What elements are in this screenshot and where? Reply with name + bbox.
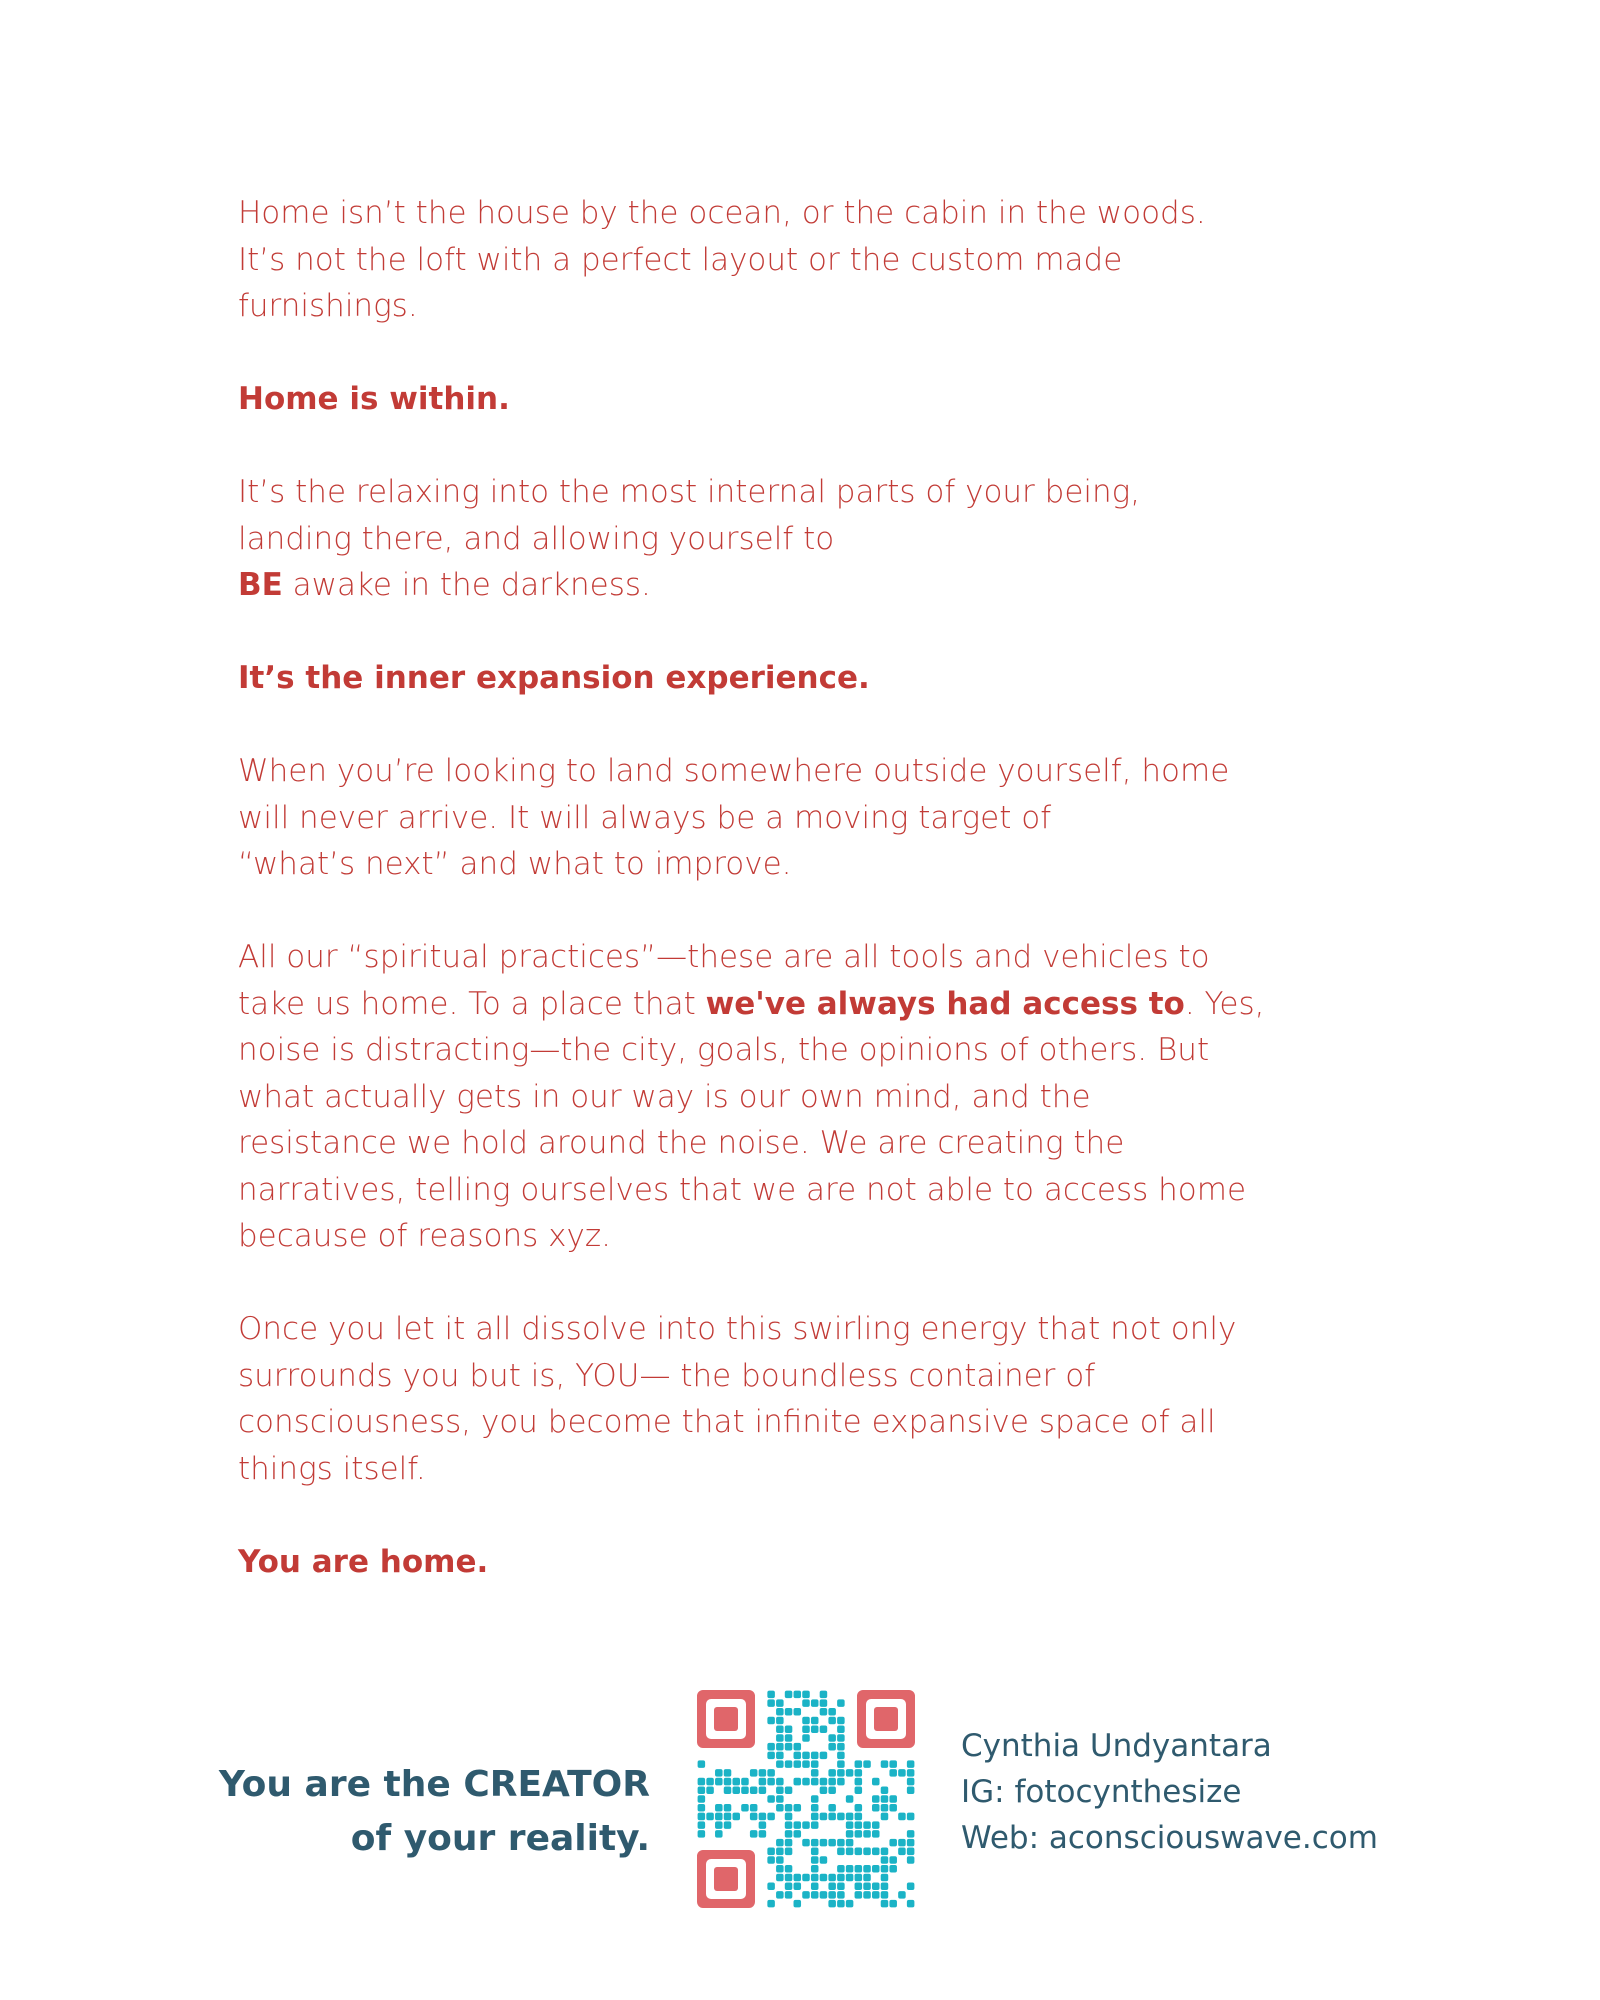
qr-module <box>837 1752 845 1760</box>
qr-module <box>724 1804 732 1812</box>
qr-module <box>776 1848 784 1856</box>
qr-module <box>794 1882 802 1890</box>
qr-module <box>776 1778 784 1786</box>
qr-module <box>863 1848 871 1856</box>
qr-module <box>828 1734 836 1742</box>
qr-module <box>828 1743 836 1751</box>
text-line: what actually gets in our way is our own mind, and the <box>238 1078 1091 1115</box>
qr-module <box>837 1778 845 1786</box>
qr-module <box>776 1891 784 1899</box>
qr-module <box>863 1874 871 1882</box>
qr-module <box>802 1734 810 1742</box>
paragraph-spiritual-practices <box>238 934 1418 1260</box>
qr-module <box>837 1882 845 1890</box>
qr-module <box>811 1882 819 1890</box>
qr-module <box>750 1787 758 1795</box>
qr-module <box>846 1813 854 1821</box>
qr-module <box>750 1830 758 1838</box>
qr-module <box>846 1900 854 1908</box>
qr-module <box>881 1787 889 1795</box>
qr-module <box>872 1830 880 1838</box>
qr-module <box>785 1708 793 1716</box>
qr-module <box>802 1778 810 1786</box>
qr-module <box>785 1760 793 1768</box>
qr-module <box>872 1804 880 1812</box>
text-line: All our “spiritual practices”—these are all tools and vehicles to <box>238 939 1210 975</box>
text-line: narratives, telling ourselves that we are not able to access home <box>238 1171 1247 1208</box>
qr-module <box>811 1821 819 1829</box>
qr-module <box>732 1787 740 1795</box>
qr-module <box>785 1882 793 1890</box>
qr-module <box>794 1778 802 1786</box>
qr-module <box>785 1874 793 1882</box>
text-line: things itself. <box>238 1450 426 1487</box>
qr-module <box>776 1856 784 1864</box>
qr-module <box>907 1839 915 1847</box>
qr-module <box>802 1839 810 1847</box>
qr-module <box>794 1900 802 1908</box>
qr-module <box>846 1865 854 1873</box>
qr-module <box>837 1699 845 1707</box>
qr-module <box>776 1874 784 1882</box>
qr-module <box>776 1708 784 1716</box>
qr-module <box>785 1725 793 1733</box>
text-segment: take us home. To a place that <box>238 985 706 1022</box>
qr-module <box>715 1813 723 1821</box>
qr-module <box>715 1830 723 1838</box>
qr-module <box>802 1874 810 1882</box>
text-segment: . Yes, <box>1184 985 1265 1022</box>
qr-module <box>828 1717 836 1725</box>
qr-module <box>706 1778 714 1786</box>
qr-module <box>863 1821 871 1829</box>
text-line: When you’re looking to land somewhere outside yourself, home <box>238 753 1230 789</box>
qr-code-icon[interactable] <box>697 1690 915 1908</box>
qr-module <box>828 1874 836 1882</box>
qr-module <box>855 1848 863 1856</box>
qr-module <box>837 1769 845 1777</box>
contact-instagram[interactable]: IG: fotocynthesize <box>961 1774 1242 1810</box>
qr-module <box>872 1891 880 1899</box>
qr-module <box>715 1804 723 1812</box>
qr-module <box>820 1725 828 1733</box>
qr-module <box>715 1769 723 1777</box>
qr-module <box>785 1813 793 1821</box>
qr-module <box>855 1813 863 1821</box>
qr-module <box>759 1787 767 1795</box>
qr-module <box>898 1839 906 1847</box>
qr-module <box>698 1813 706 1821</box>
qr-module <box>837 1743 845 1751</box>
qr-module <box>837 1848 845 1856</box>
qr-module <box>881 1813 889 1821</box>
qr-module <box>776 1699 784 1707</box>
qr-module <box>776 1839 784 1847</box>
qr-module <box>767 1795 775 1803</box>
text-line: will never arrive. It will always be a moving target of <box>238 799 1052 836</box>
qr-module <box>828 1900 836 1908</box>
qr-module <box>776 1743 784 1751</box>
text-line: consciousness, you become that infinite expansive space of all <box>238 1404 1216 1440</box>
qr-module <box>767 1743 775 1751</box>
qr-module <box>794 1760 802 1768</box>
qr-module <box>820 1752 828 1760</box>
qr-module <box>759 1821 767 1829</box>
article-body <box>238 190 1418 1585</box>
qr-module <box>785 1743 793 1751</box>
text-line: It’s not the loft with a perfect layout or the custom made <box>238 241 1123 278</box>
text-line <box>238 981 1418 1028</box>
text-line: because of reasons xyz. <box>238 1218 611 1254</box>
qr-module <box>767 1882 775 1890</box>
qr-module <box>767 1900 775 1908</box>
qr-module <box>767 1856 775 1864</box>
paragraph-relaxing <box>238 469 1418 609</box>
qr-module <box>724 1813 732 1821</box>
qr-module <box>776 1865 784 1873</box>
qr-module <box>872 1848 880 1856</box>
qr-module <box>759 1778 767 1786</box>
qr-module <box>889 1839 897 1847</box>
qr-module <box>837 1717 845 1725</box>
text-line: Once you let it all dissolve into this swirling energy that not only <box>238 1311 1237 1347</box>
qr-module <box>855 1787 863 1795</box>
qr-module <box>846 1830 854 1838</box>
qr-module <box>889 1900 897 1908</box>
qr-module <box>706 1787 714 1795</box>
heading-you-are-home: You are home. <box>238 1543 489 1580</box>
qr-module <box>907 1787 915 1795</box>
qr-module <box>811 1813 819 1821</box>
qr-module <box>776 1760 784 1768</box>
qr-module <box>855 1865 863 1873</box>
qr-module <box>828 1769 836 1777</box>
qr-module <box>820 1813 828 1821</box>
qr-module <box>828 1778 836 1786</box>
qr-module <box>767 1769 775 1777</box>
qr-module <box>872 1865 880 1873</box>
qr-module <box>872 1882 880 1890</box>
qr-module <box>855 1760 863 1768</box>
qr-module <box>881 1795 889 1803</box>
qr-module <box>698 1795 706 1803</box>
qr-module <box>863 1882 871 1890</box>
qr-module <box>811 1752 819 1760</box>
qr-module <box>828 1891 836 1899</box>
qr-module <box>855 1874 863 1882</box>
tagline-line: You are the CREATOR <box>218 1764 650 1805</box>
qr-module <box>785 1691 793 1699</box>
qr-module <box>802 1725 810 1733</box>
qr-module <box>855 1778 863 1786</box>
qr-module <box>724 1787 732 1795</box>
access-emphasis: we've always had access to <box>705 985 1185 1022</box>
qr-module <box>698 1778 706 1786</box>
qr-module <box>828 1882 836 1890</box>
qr-module <box>820 1839 828 1847</box>
paragraph-dissolve <box>238 1306 1418 1492</box>
qr-module <box>785 1787 793 1795</box>
contact-info <box>961 1723 1378 1861</box>
qr-module <box>811 1725 819 1733</box>
qr-module <box>794 1874 802 1882</box>
qr-module <box>837 1839 845 1847</box>
qr-module <box>889 1769 897 1777</box>
qr-module <box>898 1813 906 1821</box>
qr-module <box>759 1830 767 1838</box>
qr-module <box>698 1787 706 1795</box>
qr-module <box>811 1848 819 1856</box>
qr-module <box>837 1865 845 1873</box>
qr-module <box>759 1813 767 1821</box>
qr-module <box>837 1900 845 1908</box>
qr-module <box>863 1891 871 1899</box>
qr-module <box>802 1699 810 1707</box>
qr-module <box>776 1734 784 1742</box>
qr-module <box>802 1821 810 1829</box>
qr-module <box>828 1787 836 1795</box>
qr-module <box>828 1839 836 1847</box>
qr-module <box>776 1752 784 1760</box>
qr-module <box>741 1787 749 1795</box>
qr-module <box>837 1725 845 1733</box>
qr-module <box>872 1778 880 1786</box>
qr-module <box>855 1891 863 1899</box>
qr-module <box>820 1691 828 1699</box>
text-line: Home isn’t the house by the ocean, or the cabin in the woods. <box>238 195 1206 231</box>
qr-module <box>811 1839 819 1847</box>
text-line: furnishings. <box>238 288 418 324</box>
qr-module <box>785 1804 793 1812</box>
qr-module <box>846 1848 854 1856</box>
qr-module <box>855 1821 863 1829</box>
qr-module <box>889 1856 897 1864</box>
qr-module <box>802 1752 810 1760</box>
qr-module <box>802 1760 810 1768</box>
qr-module <box>855 1804 863 1812</box>
qr-module <box>794 1752 802 1760</box>
qr-module <box>898 1891 906 1899</box>
heading-home-within: Home is within. <box>238 381 510 417</box>
qr-module <box>837 1734 845 1742</box>
qr-module <box>785 1734 793 1742</box>
qr-module <box>889 1795 897 1803</box>
qr-module <box>855 1830 863 1838</box>
text-line: “what’s next” and what to improve. <box>238 846 792 882</box>
qr-module <box>898 1769 906 1777</box>
qr-module <box>846 1821 854 1829</box>
qr-module <box>698 1760 706 1768</box>
qr-module <box>811 1795 819 1803</box>
qr-module <box>794 1830 802 1838</box>
qr-module <box>855 1769 863 1777</box>
qr-module <box>881 1760 889 1768</box>
qr-module <box>794 1708 802 1716</box>
qr-module <box>750 1769 758 1777</box>
qr-module <box>794 1821 802 1829</box>
qr-module <box>881 1865 889 1873</box>
qr-module <box>776 1787 784 1795</box>
qr-module <box>881 1882 889 1890</box>
qr-module <box>881 1848 889 1856</box>
qr-module <box>907 1778 915 1786</box>
qr-module <box>855 1882 863 1890</box>
qr-module <box>802 1691 810 1699</box>
qr-module <box>820 1708 828 1716</box>
qr-module <box>767 1717 775 1725</box>
qr-module <box>741 1778 749 1786</box>
qr-module <box>794 1691 802 1699</box>
heading-inner-expansion: It’s the inner expansion experience. <box>238 660 870 696</box>
qr-module <box>828 1708 836 1716</box>
qr-module <box>881 1900 889 1908</box>
qr-module <box>846 1839 854 1847</box>
qr-module <box>767 1778 775 1786</box>
qr-module <box>820 1856 828 1864</box>
qr-module <box>907 1760 915 1768</box>
text-line: surrounds you but is, YOU— the boundless container of <box>238 1357 1096 1394</box>
qr-module <box>776 1804 784 1812</box>
qr-module <box>715 1778 723 1786</box>
qr-module <box>837 1760 845 1768</box>
qr-module <box>698 1821 706 1829</box>
qr-module <box>907 1882 915 1890</box>
qr-module <box>881 1804 889 1812</box>
qr-module <box>698 1830 706 1838</box>
qr-module <box>837 1891 845 1899</box>
qr-module <box>863 1830 871 1838</box>
qr-module <box>785 1830 793 1838</box>
qr-module <box>741 1804 749 1812</box>
qr-module <box>759 1769 767 1777</box>
text-line: noise is distracting—the city, goals, the opinions of others. But <box>238 1032 1210 1068</box>
qr-module <box>750 1813 758 1821</box>
qr-module <box>767 1752 775 1760</box>
qr-module <box>767 1691 775 1699</box>
qr-module <box>907 1769 915 1777</box>
qr-module <box>785 1891 793 1899</box>
qr-module <box>872 1795 880 1803</box>
qr-module <box>794 1804 802 1812</box>
qr-module <box>907 1856 915 1864</box>
qr-module <box>698 1804 706 1812</box>
qr-module <box>776 1717 784 1725</box>
qr-module <box>881 1856 889 1864</box>
qr-module <box>811 1778 819 1786</box>
qr-module <box>794 1743 802 1751</box>
qr-module <box>907 1813 915 1821</box>
qr-module <box>724 1821 732 1829</box>
qr-module <box>715 1821 723 1829</box>
qr-module <box>837 1813 845 1821</box>
qr-module <box>724 1778 732 1786</box>
text-line: landing there, and allowing yourself to <box>238 520 835 557</box>
qr-module <box>811 1699 819 1707</box>
qr-module <box>767 1813 775 1821</box>
qr-module <box>811 1874 819 1882</box>
qr-module <box>785 1821 793 1829</box>
qr-module <box>863 1760 871 1768</box>
qr-module <box>846 1769 854 1777</box>
qr-module <box>767 1699 775 1707</box>
paragraph-intro <box>238 190 1418 330</box>
qr-module <box>907 1900 915 1908</box>
be-rest-text: awake in the darkness. <box>282 567 651 603</box>
qr-module <box>811 1717 819 1725</box>
qr-module <box>724 1769 732 1777</box>
qr-module <box>732 1813 740 1821</box>
qr-module <box>889 1760 897 1768</box>
qr-module <box>837 1874 845 1882</box>
contact-name: Cynthia Undyantara <box>961 1728 1272 1764</box>
qr-module <box>802 1717 810 1725</box>
qr-module <box>802 1891 810 1899</box>
qr-module <box>811 1865 819 1873</box>
qr-module <box>767 1848 775 1856</box>
qr-module <box>846 1795 854 1803</box>
qr-module <box>706 1813 714 1821</box>
qr-module <box>828 1813 836 1821</box>
qr-module <box>828 1804 836 1812</box>
qr-module <box>820 1699 828 1707</box>
text-line: It’s the relaxing into the most internal parts of your being, <box>238 474 1141 510</box>
tagline-line: of your reality. <box>350 1818 650 1859</box>
footer-tagline <box>140 1758 650 1866</box>
qr-module <box>811 1769 819 1777</box>
contact-website[interactable]: Web: aconsciouswave.com <box>961 1820 1378 1856</box>
qr-module <box>732 1778 740 1786</box>
qr-module <box>776 1725 784 1733</box>
qr-module <box>907 1848 915 1856</box>
qr-module <box>811 1891 819 1899</box>
qr-module <box>820 1874 828 1882</box>
text-line <box>238 562 1418 609</box>
qr-module <box>881 1891 889 1899</box>
qr-module <box>820 1891 828 1899</box>
qr-module <box>898 1848 906 1856</box>
qr-module <box>811 1760 819 1768</box>
text-line: resistance we hold around the noise. We are creating the <box>238 1125 1125 1161</box>
paragraph-looking-outside <box>238 748 1418 888</box>
qr-module <box>776 1795 784 1803</box>
qr-module <box>811 1804 819 1812</box>
qr-module <box>872 1821 880 1829</box>
qr-module <box>811 1856 819 1864</box>
qr-module <box>785 1865 793 1873</box>
be-emphasis: BE <box>238 567 283 603</box>
qr-module <box>750 1804 758 1812</box>
qr-module <box>907 1830 915 1838</box>
qr-module <box>785 1839 793 1847</box>
qr-module <box>846 1874 854 1882</box>
qr-module <box>785 1848 793 1856</box>
qr-module <box>863 1865 871 1873</box>
qr-module <box>820 1778 828 1786</box>
qr-module <box>889 1804 897 1812</box>
qr-module <box>820 1787 828 1795</box>
qr-module <box>881 1874 889 1882</box>
qr-module <box>889 1865 897 1873</box>
